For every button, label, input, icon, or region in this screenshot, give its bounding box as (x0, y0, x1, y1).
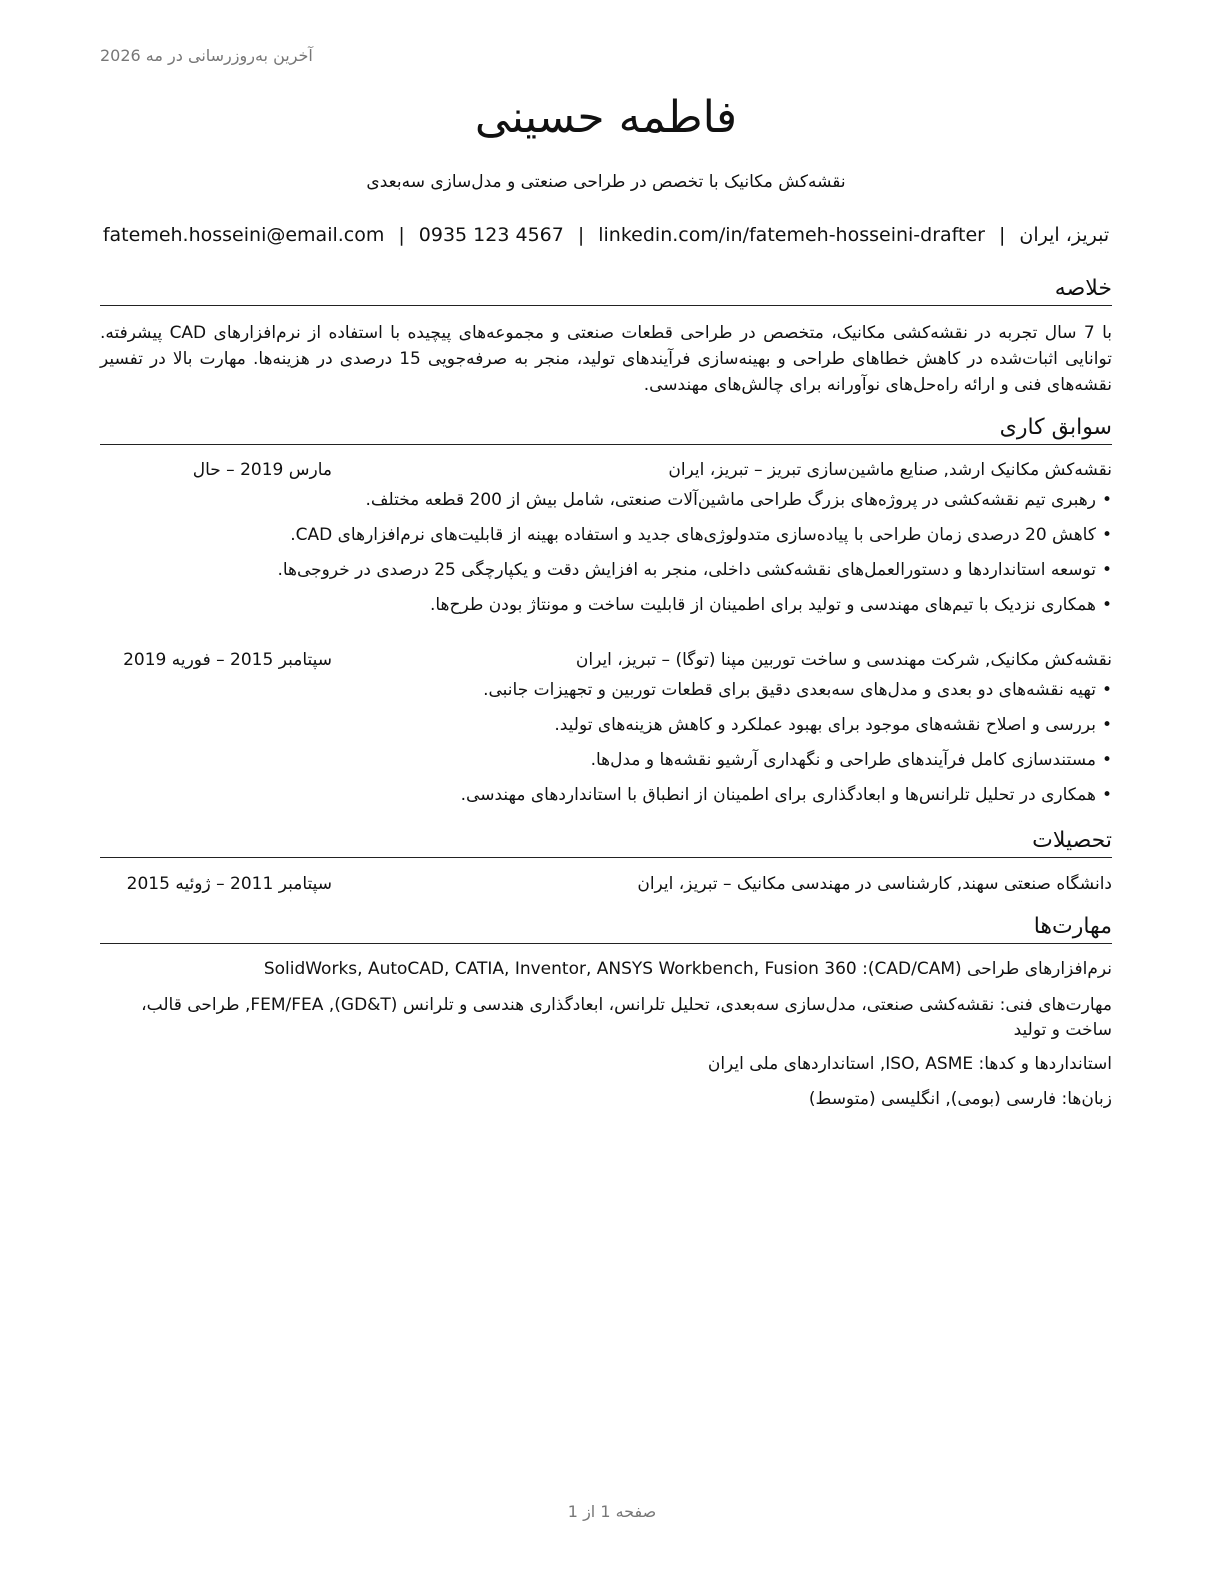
skill-item: نرم‌افزارهای طراحی (CAD/CAM): SolidWorks, AutoCAD, CATIA, Inventor, ANSYS Workbench, Fusion 360 (263, 959, 1112, 979)
job-bullets (100, 673, 1112, 813)
job-bullet: •بررسی و اصلاح نقشه‌های موجود برای بهبود عملکرد و کاهش هزینه‌های تولید. (554, 715, 1112, 735)
contact-separator: | (398, 224, 405, 246)
contact-linkedin[interactable]: linkedin.com/in/fatemeh-hosseini-drafter (598, 224, 985, 246)
last-updated-note: آخرین به‌روزرسانی در مه 2026 (100, 46, 313, 65)
skill-item: استانداردها و کدها: ISO, ASME, استانداردهای ملی ایران (707, 1054, 1112, 1074)
skill-item: زبان‌ها: فارسی (بومی), انگلیسی (متوسط) (808, 1089, 1112, 1109)
job-bullet: •همکاری نزدیک با تیم‌های مهندسی و تولید برای اطمینان از قابلیت ساخت و مونتاژ بودن طرح‌ها. (429, 595, 1112, 615)
job-bullet: •کاهش 20 درصدی زمان طراحی با پیاده‌سازی متدولوژی‌های جدید و استفاده بهینه از قابلیت‌های نرم‌افزارهای CAD. (290, 525, 1112, 545)
job-bullet: •توسعه استانداردها و دستورالعمل‌های نقشه‌کشی داخلی، منجر به افزایش دقت و یکپارچگی 25 درصدی در خروجی‌ها. (277, 560, 1112, 580)
job-dates: سپتامبر 2015 – فوریه 2019 (123, 650, 332, 670)
job-bullet: •تهیه نقشه‌های دو بعدی و مدل‌های سه‌بعدی دقیق برای قطعات توربین و تجهیزات جانبی. (483, 680, 1112, 700)
contact-separator: | (999, 224, 1006, 246)
skill-item: مهارت‌های فنی: نقشه‌کشی صنعتی، مدل‌سازی سه‌بعدی، تحلیل تلرانس، ابعادگذاری هندسی و تلرانس (GD&T), FEM/FEA, طراحی قالب، ساخت و تولید (141, 995, 1112, 1040)
job-bullet: •رهبری تیم نقشه‌کشی در پروژه‌های بزرگ طراحی ماشین‌آلات صنعتی، شامل بیش از 200 قطعه مختلف. (365, 490, 1112, 510)
job-bullet: •مستندسازی کامل فرآیندهای طراحی و نگهداری آرشیو نقشه‌ها و مدل‌ها. (590, 750, 1112, 770)
contact-line (100, 222, 1112, 248)
contact-location: تبریز، ایران (1019, 224, 1110, 246)
job-bullet: •همکاری در تحلیل تلرانس‌ها و ابعادگذاری برای اطمینان از انطباق با استانداردهای مهندسی. (460, 785, 1112, 805)
candidate-tagline: نقشه‌کش مکانیک با تخصص در طراحی صنعتی و مدل‌سازی سه‌بعدی (366, 172, 846, 192)
page-number: صفحه 1 از 1 (567, 1502, 657, 1521)
section-title-experience: سوابق کاری (100, 413, 1112, 445)
job-title: نقشه‌کش مکانیک ارشد, صنایع ماشین‌سازی تبریز – تبریز، ایران (668, 460, 1112, 480)
job-dates: مارس 2019 – حال (192, 460, 332, 480)
section-title-skills: مهارت‌ها (100, 912, 1112, 944)
contact-separator: | (577, 224, 585, 246)
job-title: نقشه‌کش مکانیک, شرکت مهندسی و ساخت توربین مپنا (توگا) – تبریز، ایران (575, 650, 1112, 670)
summary-text: با 7 سال تجربه در نقشه‌کشی مکانیک، متخصص در طراحی قطعات صنعتی و مجموعه‌های پیچیده با استفاده از نرم‌افزارهای CAD پیشرفته. توانایی اثبات‌شده در کاهش خطاهای طراحی و بهینه‌سازی فرآیندهای تولید، منجر به صرفه‌جویی 15 درصدی در هزینه‌ها. مهارت بالا در تفسیر نقشه‌های فنی و ارائه راه‌حل‌های نوآورانه برای چالش‌های مهندسی. (100, 323, 1112, 395)
job-entry-header (100, 647, 1112, 673)
section-title-summary: خلاصه (100, 274, 1112, 306)
education-entry (100, 871, 1112, 897)
contact-email[interactable]: fatemeh.hosseini@email.com (102, 224, 385, 246)
education-dates: سپتامبر 2011 – ژوئیه 2015 (126, 874, 332, 894)
candidate-name: فاطمه حسینی (474, 92, 738, 143)
section-title-education: تحصیلات (100, 826, 1112, 858)
job-entry-header (100, 457, 1112, 483)
contact-phone: 0935 123 4567 (418, 224, 564, 246)
education-heading: دانشگاه صنعتی سهند, کارشناسی در مهندسی مکانیک – تبریز، ایران (637, 874, 1112, 894)
job-bullets (100, 483, 1112, 623)
